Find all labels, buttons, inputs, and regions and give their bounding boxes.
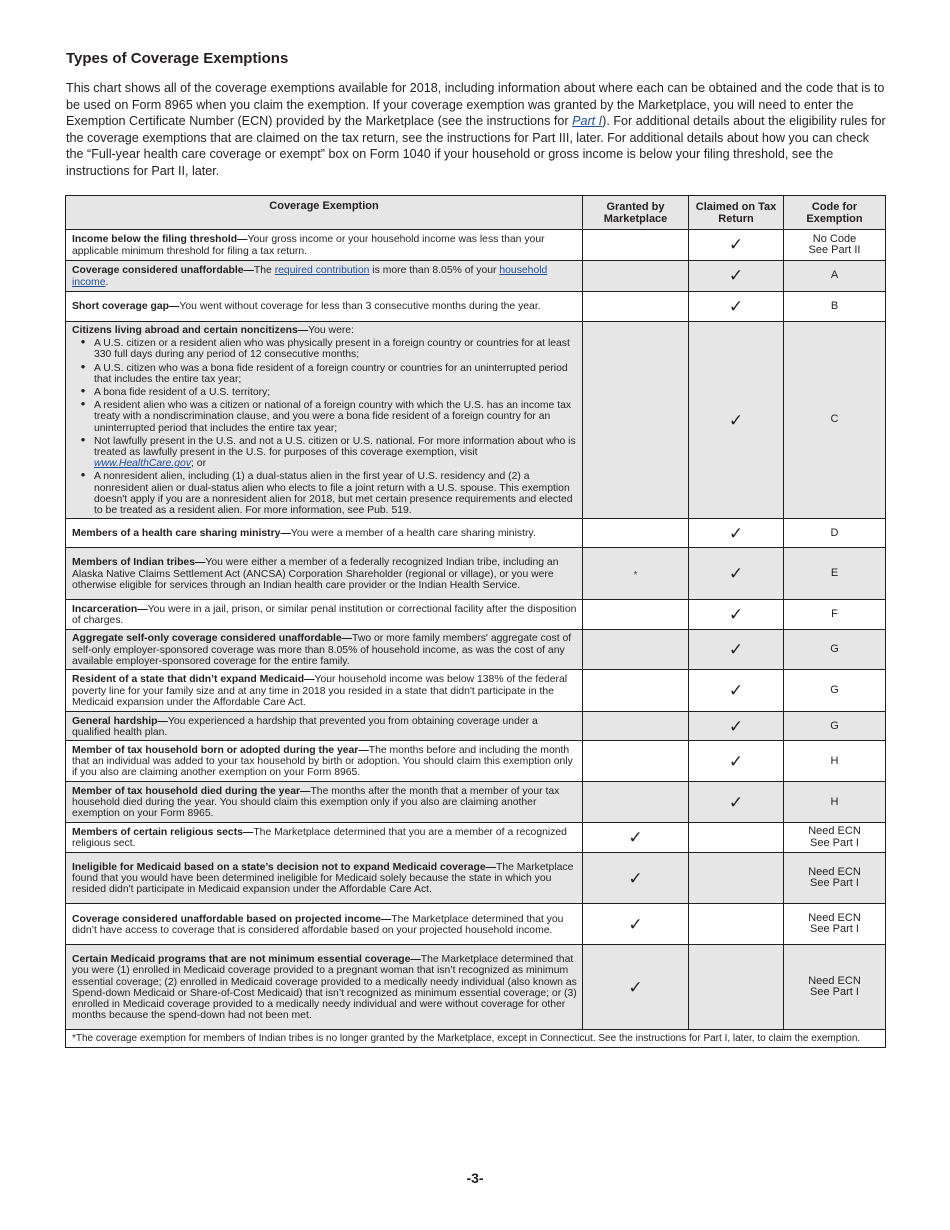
granted-cell [583,945,689,1030]
healthcare-gov-link[interactable]: www.HealthCare.gov [94,458,192,470]
footnote-asterisk: * [633,569,638,581]
table-row [66,548,886,600]
granted-cell [583,823,689,853]
table-row [66,292,886,322]
claimed-cell [689,712,784,741]
exemption-code: No Code See Part II [784,230,886,261]
check-mark-icon: ✓ [728,410,744,430]
list-item: • A resident alien who was a citizen or national of a foreign country with which the U.S. has an income tax treaty with a nondiscrimination clause, and you were a bona fide resident of a foreign country for an uninterrupted period that includes the entire tax year; [72,398,577,434]
granted-cell [583,519,689,548]
exemption-description: Member of tax household born or adopted during the year—The months before and including the month that an individual was added to your tax household by birth or adoption. You should claim this exemption only if you also are claiming another exemption on your Form 8965. [66,741,583,782]
exemption-code: Need ECN See Part I [784,945,886,1030]
claimed-cell [689,782,784,823]
page-title: Types of Coverage Exemptions [66,50,289,67]
check-mark-icon: ✓ [628,868,643,888]
exemption-description: Members of Indian tribes—You were either a member of a federally recognized Indian tribe, including an Alaska Native Claims Settlement Act (ANCSA) Corporation Shareholder (regional or village), or you were otherwise eligible for services through an Indian health care provider or the Indian Health Service. [66,548,583,600]
exemption-code: G [784,670,886,712]
claimed-cell [689,823,784,853]
exemption-code: G [784,712,886,741]
granted-cell [583,904,689,945]
table-row [66,853,886,904]
list-item: • A bona fide resident of a U.S. territory; [72,385,577,398]
claimed-cell [689,600,784,630]
exemption-code: Need ECN See Part I [784,853,886,904]
exemption-description: Ineligible for Medicaid based on a state’s decision not to expand Medicaid coverage—The Marketplace found that you would have been determined ineligible for Medicaid solely because the state in which you resided didn't participate in Medicaid expansion under the Affordable Care Act. [66,853,583,904]
check-mark-icon: ✓ [728,523,744,543]
exemption-code: Need ECN See Part I [784,823,886,853]
check-mark-icon: ✓ [728,640,744,660]
claimed-cell [689,322,784,519]
check-mark-icon: ✓ [728,605,744,625]
exemption-description: Members of certain religious sects—The Marketplace determined that you are a member of a recognized religious sect. [66,823,583,853]
exemption-code: G [784,630,886,670]
exemption-description: Coverage considered unaffordable—The required contribution is more than 8.05% of your household income. [66,261,583,292]
table-row [66,904,886,945]
exemption-description: General hardship—You experienced a hardship that prevented you from obtaining coverage under a qualified health plan. [66,712,583,741]
granted-cell [583,630,689,670]
exemption-code: A [784,261,886,292]
exemption-code: F [784,600,886,630]
table-row [66,230,886,261]
exemption-code: H [784,782,886,823]
claimed-cell [689,519,784,548]
granted-cell [583,548,689,600]
check-mark-icon: ✓ [628,828,643,848]
check-mark-icon: ✓ [728,716,744,736]
table-row [66,712,886,741]
check-mark-icon: ✓ [628,914,643,934]
list-item: • A nonresident alien, including (1) a dual-status alien in the first year of U.S. residency and (2) a nonresident alien or dual-status alien who elects to file a joint return with a U.S. spouse. This exemption doesn't apply if you are a nonresident alien for 2018, but met certain presence requirements and elected to be treated as a resident alien. For more information, see Pub. 519. [72,469,577,516]
table-row [66,945,886,1030]
exemption-code: Need ECN See Part I [784,904,886,945]
header-code-for-exemption: Code for Exemption [784,196,886,230]
exemption-description: Members of a health care sharing ministry—You were a member of a health care sharing ministry. [66,519,583,548]
check-mark-icon: ✓ [728,564,744,584]
exemption-code: C [784,322,886,519]
exemption-description: Coverage considered unaffordable based on projected income—The Marketplace determined that you didn’t have access to coverage that is considered affordable based on your projected household income. [66,904,583,945]
footnote-row [66,1030,886,1048]
check-mark-icon: ✓ [728,681,744,701]
part-i-link[interactable]: Part I [572,114,603,128]
table-row [66,600,886,630]
granted-cell [583,853,689,904]
exemption-code: E [784,548,886,600]
exemption-code: D [784,519,886,548]
table-footnote: *The coverage exemption for members of Indian tribes is no longer granted by the Marketplace, except in Connecticut. See the instructions for Part I, later, to claim the exemption. [66,1030,886,1048]
claimed-cell [689,670,784,712]
exemption-description: Resident of a state that didn’t expand Medicaid—Your household income was below 138% of the federal poverty line for your family size and at any time in 2018 you resided in a state that didn't participate in the Medicaid expansion under the Affordable Care Act. [66,670,583,712]
exemption-description: Aggregate self-only coverage considered unaffordable—Two or more family members' aggregate cost of self-only employer-sponsored coverage was more than 8.05% of household income, as was the cost of any available employer-sponsored coverage for the entire family. [66,630,583,670]
check-mark-icon: ✓ [728,266,744,286]
exemption-description: Citizens living abroad and certain noncitizens—You were: • A U.S. citizen or a resident alien who was physically present in a foreign country or countries for at least 330 full days during any period of 12 consecutive months; • A U.S. citizen who was a bona fide resident of a foreign country or countries for an uninterrupted period that includes the entire tax year; • A bona fide resident of a U.S. territory; • A resident alien who was a citizen or national of a foreign country with which the U.S. has an income tax treaty with a nondiscrimination clause, and you were a bona fide resident of a foreign country for an uninterrupted period that includes the entire tax year; • Not lawfully present in the U.S. and not a U.S. citizen or U.S. national. For more information about who is treated as lawfully present in the U.S. for purposes of this coverage exemption, visit www.HealthCare.gov; or • A nonresident alien, including (1) a dual-status alien in the first year of U.S. residency and (2) a nonresident alien or dual-status alien who elects to file a joint return with a U.S. spouse. This exemption doesn't apply if you are a nonresident alien for 2018, but met certain presence requirements and elected to be treated as a resident alien. For more information, see Pub. 519. [66,322,583,519]
claimed-cell [689,230,784,261]
coverage-exemptions-table [65,195,886,1048]
granted-cell [583,292,689,322]
check-mark-icon: ✓ [728,751,744,771]
table-header-row [66,196,886,230]
table-row [66,741,886,782]
table-row [66,670,886,712]
granted-cell [583,782,689,823]
check-mark-icon: ✓ [728,235,744,255]
claimed-cell [689,741,784,782]
list-item: • A U.S. citizen or a resident alien who was physically present in a foreign country or countries for at least 330 full days during any period of 12 consecutive months; [72,336,577,360]
page-number: -3- [466,1170,484,1186]
exemption-description: Short coverage gap—You went without coverage for less than 3 consecutive months during the year. [66,292,583,322]
table-row [66,519,886,548]
granted-cell [583,261,689,292]
header-claimed-on-tax-return: Claimed on Tax Return [689,196,784,230]
exemption-code: H [784,741,886,782]
granted-cell [583,712,689,741]
claimed-cell [689,945,784,1030]
check-mark-icon: ✓ [728,792,744,812]
claimed-cell [689,904,784,945]
exemption-description: Certain Medicaid programs that are not minimum essential coverage—The Marketplace determined that you were (1) enrolled in Medicaid coverage provided to a pregnant woman that isn’t recognized as minimum essential coverage; (2) enrolled in Medicaid coverage provided to a medically needy individual (also known as Spend-down Medicaid or Share-of-Cost Medicaid) that isn’t recognized as minimum essential coverage; or (3) enrolled in Medicaid coverage provided to a medically needy individual and were without coverage for other months because the spend-down had not been met. [66,945,583,1030]
list-item: • Not lawfully present in the U.S. and not a U.S. citizen or U.S. national. For more information about who is treated as lawfully present in the U.S. for purposes of this coverage exemption, visit www.HealthCare.gov; or [72,434,577,470]
table-row [66,261,886,292]
granted-cell [583,670,689,712]
claimed-cell [689,292,784,322]
exemption-description: Incarceration—You were in a jail, prison, or similar penal institution or correctional facility after the disposition of charges. [66,600,583,630]
exemption-description: Member of tax household died during the year—The months after the month that a member of your tax household died during the year. You should claim this exemption only if you also are claiming another exemption on your Form 8965. [66,782,583,823]
granted-cell [583,230,689,261]
exemption-code: B [784,292,886,322]
list-item: • A U.S. citizen who was a bona fide resident of a foreign country or countries for an uninterrupted period that includes the entire tax year; [72,361,577,385]
header-granted-by-marketplace: Granted by Marketplace [583,196,689,230]
header-coverage-exemption: Coverage Exemption [66,196,583,230]
granted-cell [583,600,689,630]
required-contribution-link[interactable]: required contribution [274,265,370,277]
granted-cell [583,741,689,782]
household-income-link[interactable]: household income [72,265,548,288]
table-row [66,823,886,853]
check-mark-icon: ✓ [628,977,643,997]
claimed-cell [689,261,784,292]
check-mark-icon: ✓ [728,296,744,316]
table-row [66,630,886,670]
claimed-cell [689,853,784,904]
table-row [66,322,886,519]
table-row [66,782,886,823]
granted-cell [583,322,689,519]
claimed-cell [689,548,784,600]
claimed-cell [689,630,784,670]
intro-paragraph: This chart shows all of the coverage exemptions available for 2018, including information about where each can be obtained and the code that is to be used on Form 8965 when you claim the exemption. If your coverage exemption was granted by the Marketplace, you will need to enter the Exemption Certificate Number (ECN) provided by the Marketplace (see the instructions for Part I). For additional details about the eligibility rules for the coverage exemptions that are claimed on the tax return, see the instructions for Part III, later. For additional details about how you can check the “Full-year health care coverage or exempt” box on Form 1040 if your household or gross income is below your filing threshold, see the instructions for Part II, later. [66,81,886,178]
exemption-description: Income below the filing threshold—Your gross income or your household income was less than your applicable minimum threshold for filing a tax return. [66,230,583,261]
